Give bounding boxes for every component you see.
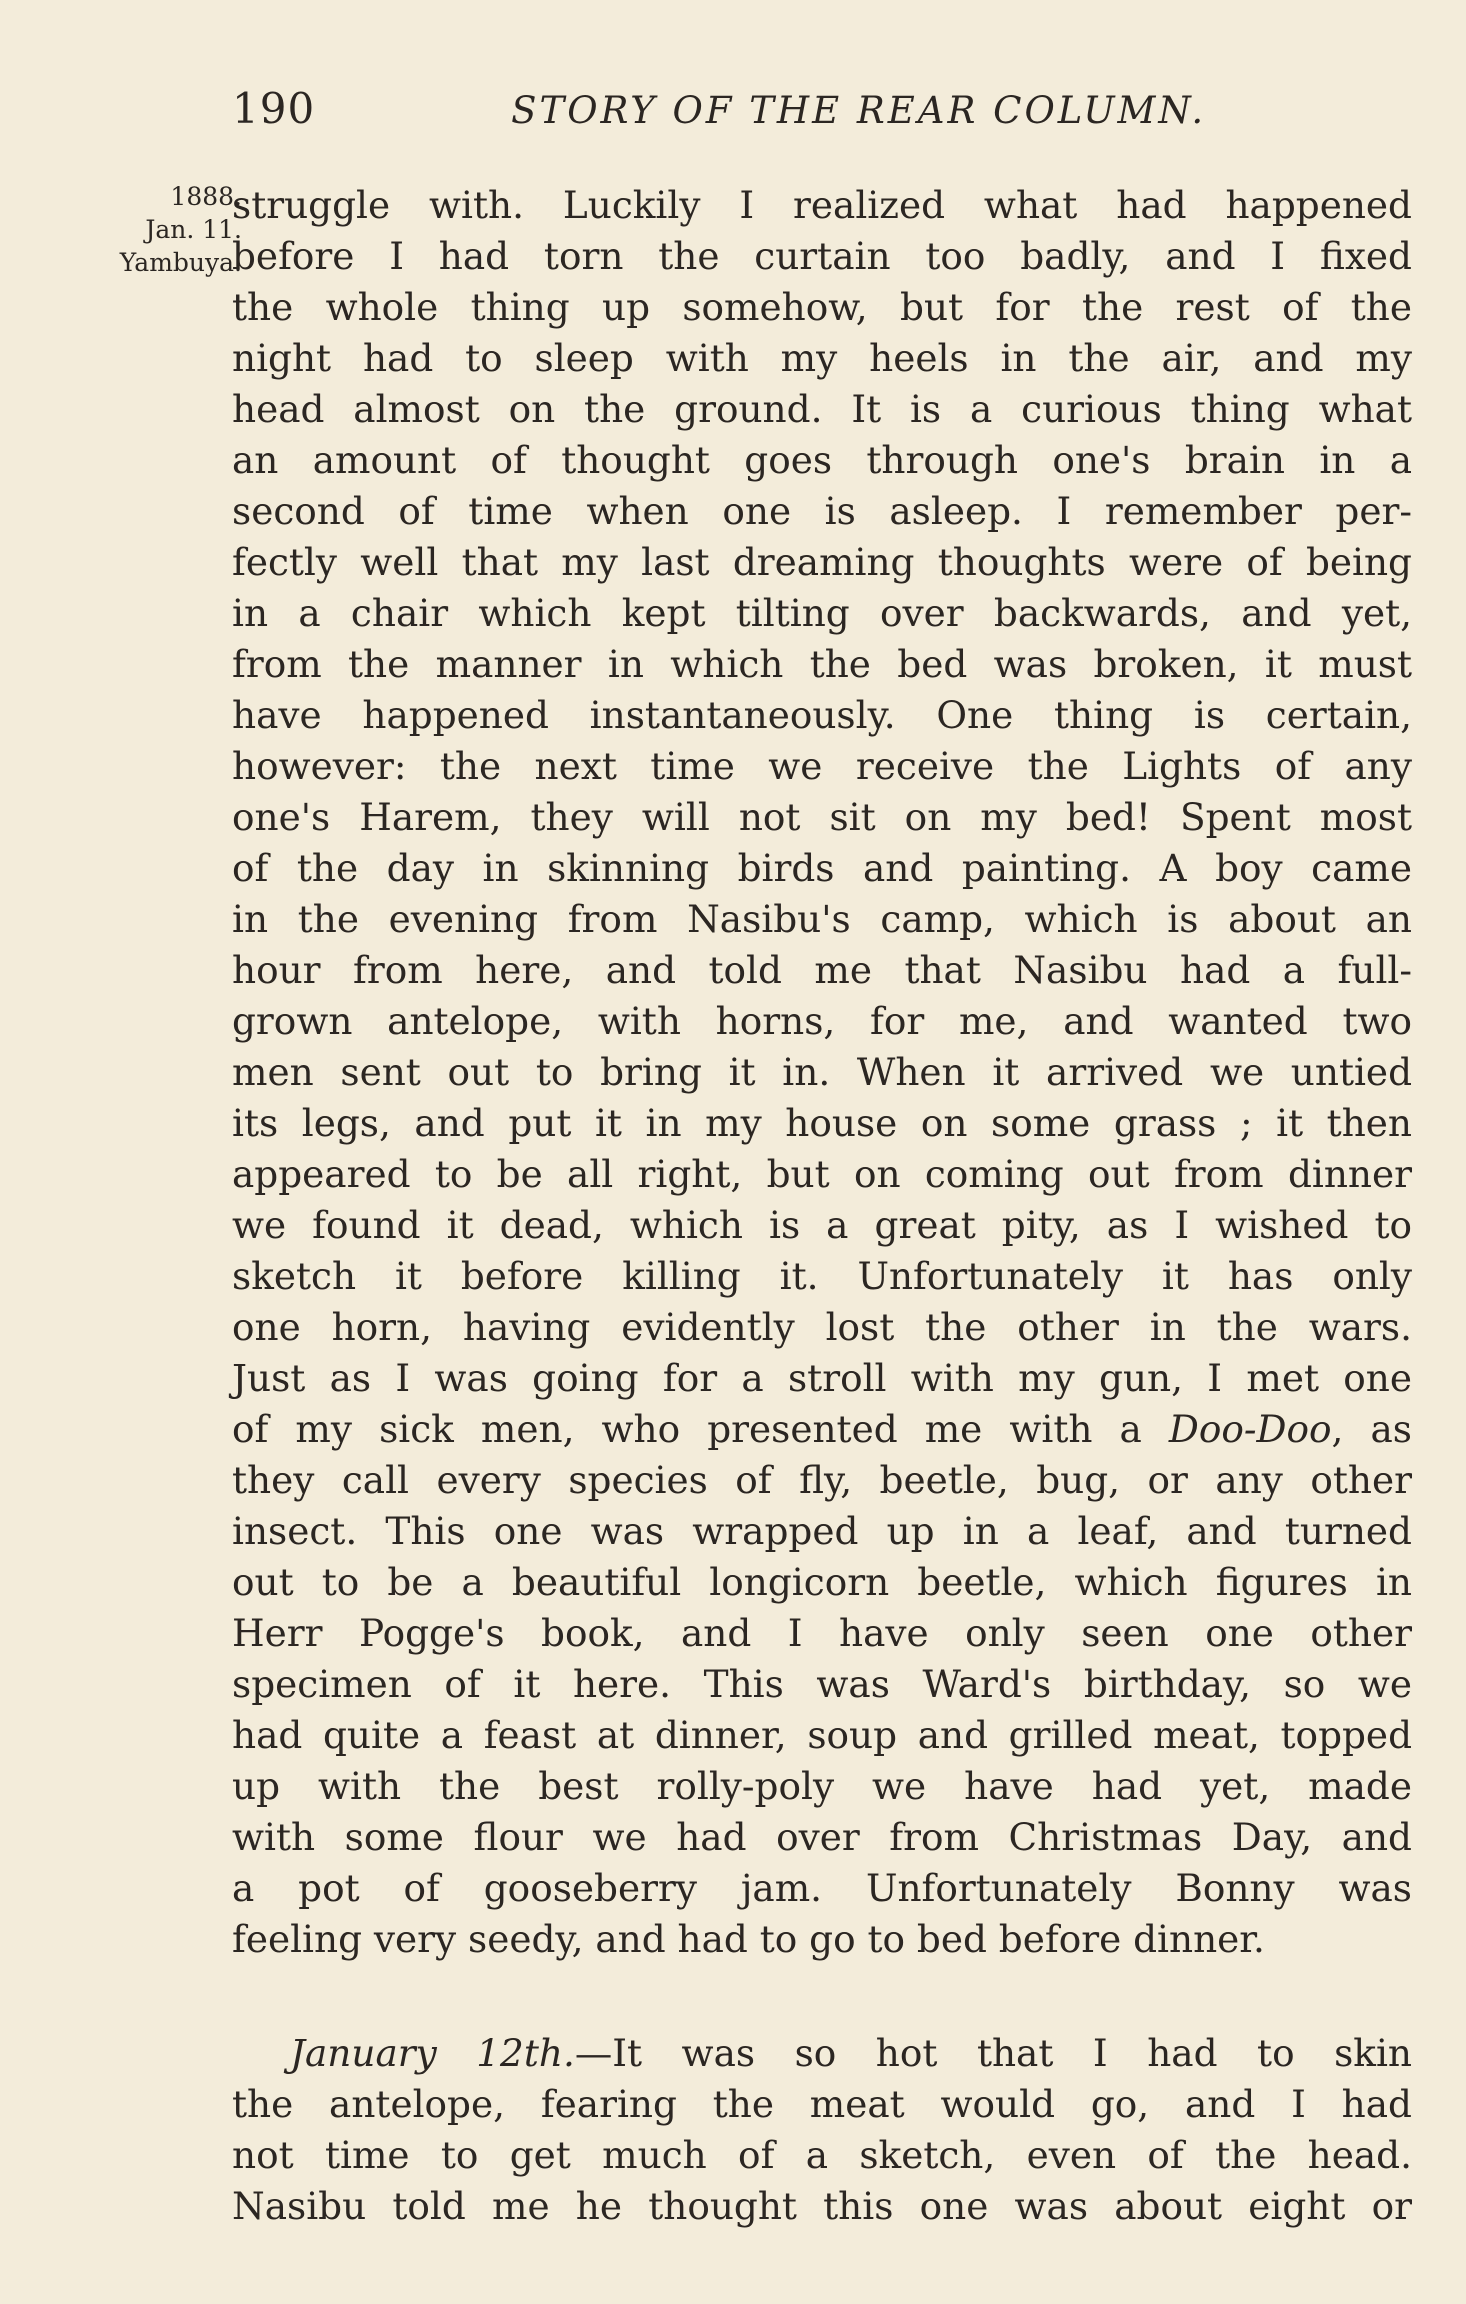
text-line: have happened instantaneously. One thing is certain, [232,693,1412,737]
entry-date-day: 12th. [476,2031,575,2075]
text-line: Just as I was going for a stroll with my gun, I met one [232,1356,1412,1400]
dated-entry-line [232,2028,1412,2079]
margin-note-year: 1888. [170,182,242,211]
paragraph-two [232,2028,1412,2232]
text-line: had quite a feast at dinner, soup and grilled meat, topped [232,1713,1412,1757]
text-segment: of my sick men, who presented me with a [232,1407,1142,1451]
text-line: we found it dead, which is a great pity, as I wished to [232,1203,1412,1247]
paragraph-one [232,180,1412,1965]
margin-note-date: Jan. 11. [145,215,242,244]
text-line: insect. This one was wrapped up in a leaf, and turned [232,1509,1412,1553]
text-line: specimen of it here. This was Ward's birthday, so we [232,1662,1412,1706]
text-line: hour from here, and told me that Nasibu had a full- [232,948,1412,992]
text-line: the antelope, fearing the meat would go, and I had [232,2082,1412,2126]
text-line: its legs, and put it in my house on some grass ; it then [232,1101,1412,1145]
text-line: Herr Pogge's book, and I have only seen one other [232,1611,1412,1655]
margin-note-place: Yambuya. [119,248,242,277]
text-line: before I had torn the curtain too badly, and I fixed [232,234,1412,278]
text-line: one's Harem, they will not sit on my bed! Spent most [232,795,1412,839]
text-line: an amount of thought goes through one's brain in a [232,438,1412,482]
text-line: second of time when one is asleep. I remember per- [232,489,1412,533]
text-line: fectly well that my last dreaming thoughts were of being [232,540,1412,584]
text-line: a pot of gooseberry jam. Unfortunately Bonny was [232,1866,1412,1910]
text-segment: —It was so hot that I had to skin [574,2031,1412,2075]
text-line: grown antelope, with horns, for me, and wanted two [232,999,1412,1043]
text-line: head almost on the ground. It is a curious thing what [232,387,1412,431]
text-line: not time to get much of a sketch, even of the head. [232,2133,1412,2177]
text-line: in a chair which kept tilting over backwards, and yet, [232,591,1412,635]
text-line: however: the next time we receive the Lights of any [232,744,1412,788]
text-line: they call every species of fly, beetle, bug, or any other [232,1458,1412,1502]
page-header [232,84,1412,144]
text-line: struggle with. Luckily I realized what had happened [232,183,1412,227]
text-line: appeared to be all right, but on coming out from dinner [232,1152,1412,1196]
text-line-with-italic [232,1404,1412,1455]
text-line: feeling very seedy, and had to go to bed before dinner. [232,1917,1265,1961]
text-line: men sent out to bring it in. When it arrived we untied [232,1050,1412,1094]
text-line: the whole thing up somehow, but for the rest of the [232,285,1412,329]
text-line: with some flour we had over from Christmas Day, and [232,1815,1412,1859]
text-line: in the evening from Nasibu's camp, which is about an [232,897,1412,941]
margin-note [60,180,242,279]
text-line: out to be a beautiful longicorn beetle, which figures in [232,1560,1412,1604]
text-line: sketch it before killing it. Unfortunately it has only [232,1254,1412,1298]
page-number: 190 [232,84,316,133]
entry-date-month: January [290,2031,437,2075]
text-line: from the manner in which the bed was broken, it must [232,642,1412,686]
text-line: up with the best rolly-poly we have had yet, made [232,1764,1412,1808]
text-line: one horn, having evidently lost the other in the wars. [232,1305,1412,1349]
running-title: STORY OF THE REAR COLUMN. [511,89,1207,132]
italic-term-doo-doo: Doo-Doo [1168,1407,1332,1451]
text-line: of the day in skinning birds and painting. A boy came [232,846,1412,890]
text-line: Nasibu told me he thought this one was about eight or [232,2184,1412,2228]
text-line: night had to sleep with my heels in the air, and my [232,336,1412,380]
text-segment: , as [1331,1407,1412,1451]
